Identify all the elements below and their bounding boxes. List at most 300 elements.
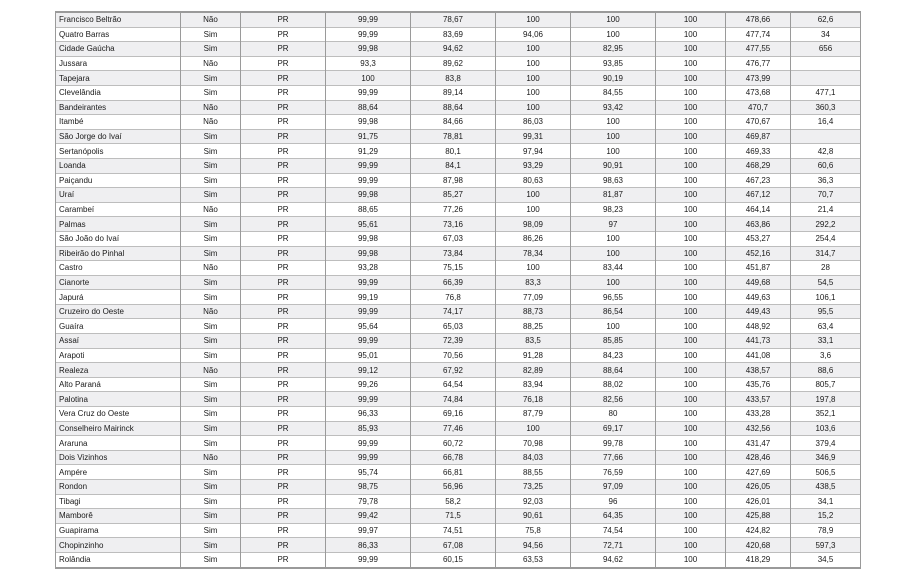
table-cell: 70,56 xyxy=(411,348,496,363)
table-cell: 3,6 xyxy=(791,348,861,363)
table-cell: 100 xyxy=(656,129,726,144)
table-cell: 433,28 xyxy=(726,407,791,422)
table-cell: 63,53 xyxy=(496,552,571,567)
table-cell: 71,5 xyxy=(411,509,496,524)
table-cell: 91,75 xyxy=(326,129,411,144)
table-cell: 805,7 xyxy=(791,377,861,392)
table-cell: 28 xyxy=(791,261,861,276)
table-cell: PR xyxy=(241,421,326,436)
table-cell: 85,93 xyxy=(326,421,411,436)
table-cell: 83,69 xyxy=(411,27,496,42)
table-cell: PR xyxy=(241,319,326,334)
municipality-name-cell: Ampére xyxy=(56,465,181,480)
table-cell: 100 xyxy=(496,202,571,217)
table-cell: 254,4 xyxy=(791,231,861,246)
table-cell: 100 xyxy=(656,246,726,261)
table-cell: 70,98 xyxy=(496,436,571,451)
table-cell: 80,1 xyxy=(411,144,496,159)
table-cell: Não xyxy=(181,304,241,319)
table-row xyxy=(56,144,861,159)
municipality-name-cell: Rondon xyxy=(56,480,181,495)
municipality-name-cell: Tapejara xyxy=(56,71,181,86)
table-cell: 100 xyxy=(656,27,726,42)
table-cell: Não xyxy=(181,450,241,465)
table-row xyxy=(56,334,861,349)
municipality-name-cell: Clevelândia xyxy=(56,85,181,100)
table-cell: PR xyxy=(241,217,326,232)
table-cell: 100 xyxy=(656,56,726,71)
table-cell: 597,3 xyxy=(791,538,861,553)
table-cell: 87,79 xyxy=(496,407,571,422)
table-cell: 93,42 xyxy=(571,100,656,115)
table-cell: 100 xyxy=(571,129,656,144)
table-cell: Sim xyxy=(181,231,241,246)
table-cell: PR xyxy=(241,304,326,319)
table-cell: 99,99 xyxy=(326,27,411,42)
table-cell: 477,74 xyxy=(726,27,791,42)
table-cell: 346,9 xyxy=(791,450,861,465)
table-cell: 197,8 xyxy=(791,392,861,407)
table-cell: 99,99 xyxy=(326,392,411,407)
table-cell xyxy=(791,129,861,144)
table-cell: 100 xyxy=(496,85,571,100)
table-cell: 79,78 xyxy=(326,494,411,509)
table-cell: Sim xyxy=(181,436,241,451)
table-cell: 88,02 xyxy=(571,377,656,392)
municipality-name-cell: Cidade Gaúcha xyxy=(56,42,181,57)
table-cell: 426,05 xyxy=(726,480,791,495)
table-cell: 476,77 xyxy=(726,56,791,71)
table-cell: 100 xyxy=(656,304,726,319)
table-row xyxy=(56,231,861,246)
table-row xyxy=(56,100,861,115)
table-cell: 91,29 xyxy=(326,144,411,159)
table-cell: 60,72 xyxy=(411,436,496,451)
table-cell: Sim xyxy=(181,290,241,305)
table-row xyxy=(56,304,861,319)
table-cell: 99,12 xyxy=(326,363,411,378)
table-cell: 58,2 xyxy=(411,494,496,509)
table-cell: 98,09 xyxy=(496,217,571,232)
table-cell: 91,28 xyxy=(496,348,571,363)
table-cell: 88,65 xyxy=(326,202,411,217)
table-cell: 93,29 xyxy=(496,158,571,173)
municipality-name-cell: Ribeirão do Pinhal xyxy=(56,246,181,261)
table-cell: 83,44 xyxy=(571,261,656,276)
table-cell: 82,56 xyxy=(571,392,656,407)
municipality-name-cell: Paiçandu xyxy=(56,173,181,188)
table-cell: Sim xyxy=(181,319,241,334)
table-cell: 86,54 xyxy=(571,304,656,319)
table-cell: Não xyxy=(181,56,241,71)
table-cell: Sim xyxy=(181,538,241,553)
table-cell: Sim xyxy=(181,275,241,290)
table-cell: PR xyxy=(241,71,326,86)
table-cell: 99,78 xyxy=(571,436,656,451)
table-row xyxy=(56,494,861,509)
table-cell: PR xyxy=(241,392,326,407)
table-cell: 93,28 xyxy=(326,261,411,276)
table-cell: 99,99 xyxy=(326,12,411,27)
table-cell: 441,08 xyxy=(726,348,791,363)
table-cell: 77,66 xyxy=(571,450,656,465)
table-cell: 94,56 xyxy=(496,538,571,553)
table-cell: 95,64 xyxy=(326,319,411,334)
table-cell: 469,87 xyxy=(726,129,791,144)
municipality-table xyxy=(55,11,861,569)
table-cell: 99,99 xyxy=(326,173,411,188)
table-cell: 360,3 xyxy=(791,100,861,115)
table-cell: 88,55 xyxy=(496,465,571,480)
table-cell: Não xyxy=(181,363,241,378)
table-cell: 73,16 xyxy=(411,217,496,232)
table-cell: 469,33 xyxy=(726,144,791,159)
table-cell: 88,64 xyxy=(326,100,411,115)
table-cell: 82,95 xyxy=(571,42,656,57)
table-row xyxy=(56,217,861,232)
table-cell: 34,1 xyxy=(791,494,861,509)
table-cell: PR xyxy=(241,202,326,217)
table-cell: 83,8 xyxy=(411,71,496,86)
table-cell: PR xyxy=(241,436,326,451)
table-cell: 16,4 xyxy=(791,115,861,130)
table-cell: 96,55 xyxy=(571,290,656,305)
table-cell: 97,09 xyxy=(571,480,656,495)
table-cell: 100 xyxy=(656,377,726,392)
table-cell: 83,5 xyxy=(496,334,571,349)
table-cell: 100 xyxy=(496,188,571,203)
table-cell: 74,51 xyxy=(411,523,496,538)
table-cell: Sim xyxy=(181,246,241,261)
table-cell: 100 xyxy=(656,450,726,465)
table-cell: 34,5 xyxy=(791,552,861,567)
table-cell: PR xyxy=(241,538,326,553)
table-cell: 86,03 xyxy=(496,115,571,130)
table-cell: 99,98 xyxy=(326,115,411,130)
table-cell: 96,33 xyxy=(326,407,411,422)
table-cell: 100 xyxy=(496,12,571,27)
table-cell: 95,61 xyxy=(326,217,411,232)
municipality-name-cell: São Jorge do Ivaí xyxy=(56,129,181,144)
table-cell: PR xyxy=(241,246,326,261)
table-cell: Não xyxy=(181,261,241,276)
table-cell: 99,26 xyxy=(326,377,411,392)
table-cell: 65,03 xyxy=(411,319,496,334)
table-cell: 441,73 xyxy=(726,334,791,349)
table-cell: 470,67 xyxy=(726,115,791,130)
table-cell: 100 xyxy=(656,115,726,130)
table-cell: 88,6 xyxy=(791,363,861,378)
table-cell: 100 xyxy=(656,538,726,553)
table-cell: 99,99 xyxy=(326,304,411,319)
table-cell: 21,4 xyxy=(791,202,861,217)
table-row xyxy=(56,188,861,203)
table-cell: 99,19 xyxy=(326,290,411,305)
table-cell: PR xyxy=(241,552,326,567)
table-cell: 78,67 xyxy=(411,12,496,27)
table-cell: 88,64 xyxy=(571,363,656,378)
municipality-name-cell: Sertanópolis xyxy=(56,144,181,159)
table-row xyxy=(56,129,861,144)
table-cell: 78,9 xyxy=(791,523,861,538)
table-cell: 100 xyxy=(496,56,571,71)
table-cell: 42,8 xyxy=(791,144,861,159)
table-cell: 292,2 xyxy=(791,217,861,232)
table-cell: Sim xyxy=(181,480,241,495)
table-cell: 433,57 xyxy=(726,392,791,407)
municipality-name-cell: Quatro Barras xyxy=(56,27,181,42)
table-cell: 100 xyxy=(656,552,726,567)
table-cell: 470,7 xyxy=(726,100,791,115)
table-cell: 96 xyxy=(571,494,656,509)
table-cell: PR xyxy=(241,100,326,115)
table-cell: PR xyxy=(241,115,326,130)
table-cell: 76,59 xyxy=(571,465,656,480)
table-cell: PR xyxy=(241,523,326,538)
table-cell: Sim xyxy=(181,465,241,480)
table-row xyxy=(56,480,861,495)
table-cell: Não xyxy=(181,100,241,115)
table-cell: Não xyxy=(181,12,241,27)
table-cell: 100 xyxy=(571,115,656,130)
table-cell: 93,3 xyxy=(326,56,411,71)
table-row xyxy=(56,42,861,57)
table-cell: 438,57 xyxy=(726,363,791,378)
table-cell: 83,3 xyxy=(496,275,571,290)
table-cell: 100 xyxy=(656,12,726,27)
table-cell: 33,1 xyxy=(791,334,861,349)
table-cell: 89,62 xyxy=(411,56,496,71)
table-cell: 99,97 xyxy=(326,523,411,538)
table-cell: 425,88 xyxy=(726,509,791,524)
table-cell: PR xyxy=(241,42,326,57)
table-cell: 63,4 xyxy=(791,319,861,334)
table-cell: 451,87 xyxy=(726,261,791,276)
table-cell: 100 xyxy=(656,85,726,100)
table-cell: 100 xyxy=(656,100,726,115)
municipality-name-cell: Assaí xyxy=(56,334,181,349)
table-cell: 99,98 xyxy=(326,231,411,246)
table-cell: 99,98 xyxy=(326,246,411,261)
table-cell: PR xyxy=(241,348,326,363)
table-cell: 85,27 xyxy=(411,188,496,203)
table-cell: 76,8 xyxy=(411,290,496,305)
municipality-name-cell: Palotina xyxy=(56,392,181,407)
table-cell: 432,56 xyxy=(726,421,791,436)
table-cell: 78,81 xyxy=(411,129,496,144)
table-cell: PR xyxy=(241,12,326,27)
municipality-name-cell: Guaíra xyxy=(56,319,181,334)
table-cell: 64,35 xyxy=(571,509,656,524)
table-cell: Sim xyxy=(181,144,241,159)
table-cell: Não xyxy=(181,115,241,130)
table-cell: 67,92 xyxy=(411,363,496,378)
table-cell: Sim xyxy=(181,421,241,436)
table-row xyxy=(56,158,861,173)
table-cell: 67,08 xyxy=(411,538,496,553)
table-cell: 100 xyxy=(656,392,726,407)
table-cell: PR xyxy=(241,173,326,188)
table-row xyxy=(56,450,861,465)
table-cell: 100 xyxy=(656,407,726,422)
municipality-name-cell: Vera Cruz do Oeste xyxy=(56,407,181,422)
table-cell: PR xyxy=(241,290,326,305)
table-cell: 66,78 xyxy=(411,450,496,465)
table-cell: 84,03 xyxy=(496,450,571,465)
table-cell: 426,01 xyxy=(726,494,791,509)
table-cell: Sim xyxy=(181,173,241,188)
table-cell: 75,8 xyxy=(496,523,571,538)
table-cell: 478,66 xyxy=(726,12,791,27)
table-cell: 99,98 xyxy=(326,188,411,203)
table-cell: Sim xyxy=(181,494,241,509)
table-cell: 54,5 xyxy=(791,275,861,290)
table-cell: 88,73 xyxy=(496,304,571,319)
table-cell: 60,15 xyxy=(411,552,496,567)
table-cell: 74,54 xyxy=(571,523,656,538)
table-cell: 77,26 xyxy=(411,202,496,217)
table-cell: 74,17 xyxy=(411,304,496,319)
table-cell: Sim xyxy=(181,407,241,422)
table-row xyxy=(56,202,861,217)
table-cell: 100 xyxy=(656,494,726,509)
table-cell: 99,99 xyxy=(326,275,411,290)
table-row xyxy=(56,173,861,188)
table-cell: 448,92 xyxy=(726,319,791,334)
table-row xyxy=(56,85,861,100)
table-cell: PR xyxy=(241,363,326,378)
table-cell: 66,39 xyxy=(411,275,496,290)
table-cell: Sim xyxy=(181,334,241,349)
table-cell: 424,82 xyxy=(726,523,791,538)
table-cell: 95,01 xyxy=(326,348,411,363)
table-cell: Sim xyxy=(181,129,241,144)
data-table-container xyxy=(55,11,860,569)
table-cell: PR xyxy=(241,56,326,71)
table-cell: 452,16 xyxy=(726,246,791,261)
table-cell: 88,25 xyxy=(496,319,571,334)
table-cell: 66,81 xyxy=(411,465,496,480)
table-cell: 73,25 xyxy=(496,480,571,495)
municipality-name-cell: Francisco Beltrão xyxy=(56,12,181,27)
table-cell: 100 xyxy=(656,261,726,276)
table-cell: 94,06 xyxy=(496,27,571,42)
table-cell: 77,09 xyxy=(496,290,571,305)
table-cell: 100 xyxy=(656,363,726,378)
table-cell: 464,14 xyxy=(726,202,791,217)
table-cell: PR xyxy=(241,27,326,42)
municipality-name-cell: Itambé xyxy=(56,115,181,130)
table-cell: 93,85 xyxy=(571,56,656,71)
table-cell: 99,31 xyxy=(496,129,571,144)
table-row xyxy=(56,407,861,422)
table-cell xyxy=(791,71,861,86)
table-cell: 100 xyxy=(496,71,571,86)
table-cell: Sim xyxy=(181,392,241,407)
municipality-name-cell: Cruzeiro do Oeste xyxy=(56,304,181,319)
table-row xyxy=(56,421,861,436)
table-cell: 100 xyxy=(656,231,726,246)
table-cell: 87,98 xyxy=(411,173,496,188)
table-cell: PR xyxy=(241,188,326,203)
table-cell: 99,99 xyxy=(326,158,411,173)
table-row xyxy=(56,27,861,42)
table-cell: 80 xyxy=(571,407,656,422)
table-cell: 89,14 xyxy=(411,85,496,100)
table-cell: Sim xyxy=(181,348,241,363)
table-body xyxy=(56,12,861,568)
table-cell: 64,54 xyxy=(411,377,496,392)
table-cell: PR xyxy=(241,275,326,290)
table-cell: 100 xyxy=(656,71,726,86)
table-cell: 99,42 xyxy=(326,509,411,524)
municipality-name-cell: Rolândia xyxy=(56,552,181,567)
table-cell: 100 xyxy=(326,71,411,86)
table-cell: 100 xyxy=(656,436,726,451)
table-cell: 77,46 xyxy=(411,421,496,436)
municipality-name-cell: Tibagi xyxy=(56,494,181,509)
table-cell: 463,86 xyxy=(726,217,791,232)
table-cell: 98,63 xyxy=(571,173,656,188)
municipality-name-cell: Bandeirantes xyxy=(56,100,181,115)
table-cell: 90,91 xyxy=(571,158,656,173)
table-row xyxy=(56,538,861,553)
municipality-name-cell: Arapoti xyxy=(56,348,181,363)
table-cell: 56,96 xyxy=(411,480,496,495)
table-cell: 100 xyxy=(656,290,726,305)
municipality-name-cell: Chopinzinho xyxy=(56,538,181,553)
municipality-name-cell: Dois Vizinhos xyxy=(56,450,181,465)
table-cell: 99,98 xyxy=(326,42,411,57)
table-cell: PR xyxy=(241,509,326,524)
table-cell: PR xyxy=(241,85,326,100)
table-cell: 98,75 xyxy=(326,480,411,495)
table-row xyxy=(56,290,861,305)
table-cell: 81,87 xyxy=(571,188,656,203)
table-cell: 100 xyxy=(656,348,726,363)
table-cell: 100 xyxy=(656,158,726,173)
table-cell: 72,39 xyxy=(411,334,496,349)
table-cell: 314,7 xyxy=(791,246,861,261)
table-cell: 100 xyxy=(571,144,656,159)
table-cell: 75,15 xyxy=(411,261,496,276)
table-cell: 106,1 xyxy=(791,290,861,305)
table-cell: 88,64 xyxy=(411,100,496,115)
table-cell: Sim xyxy=(181,217,241,232)
table-cell: 100 xyxy=(571,246,656,261)
table-cell: PR xyxy=(241,450,326,465)
table-cell: 90,19 xyxy=(571,71,656,86)
table-cell: PR xyxy=(241,494,326,509)
municipality-name-cell: Realeza xyxy=(56,363,181,378)
table-cell: 352,1 xyxy=(791,407,861,422)
table-cell: 100 xyxy=(496,421,571,436)
table-cell: 86,26 xyxy=(496,231,571,246)
table-cell: 100 xyxy=(656,217,726,232)
table-cell: 74,84 xyxy=(411,392,496,407)
table-cell: 100 xyxy=(656,480,726,495)
table-cell: 15,2 xyxy=(791,509,861,524)
table-cell: 85,85 xyxy=(571,334,656,349)
table-cell: 90,61 xyxy=(496,509,571,524)
table-cell: Sim xyxy=(181,42,241,57)
table-cell: 449,68 xyxy=(726,275,791,290)
table-cell: PR xyxy=(241,407,326,422)
table-cell: 100 xyxy=(571,27,656,42)
table-cell: 103,6 xyxy=(791,421,861,436)
table-cell: 72,71 xyxy=(571,538,656,553)
table-cell: Sim xyxy=(181,377,241,392)
